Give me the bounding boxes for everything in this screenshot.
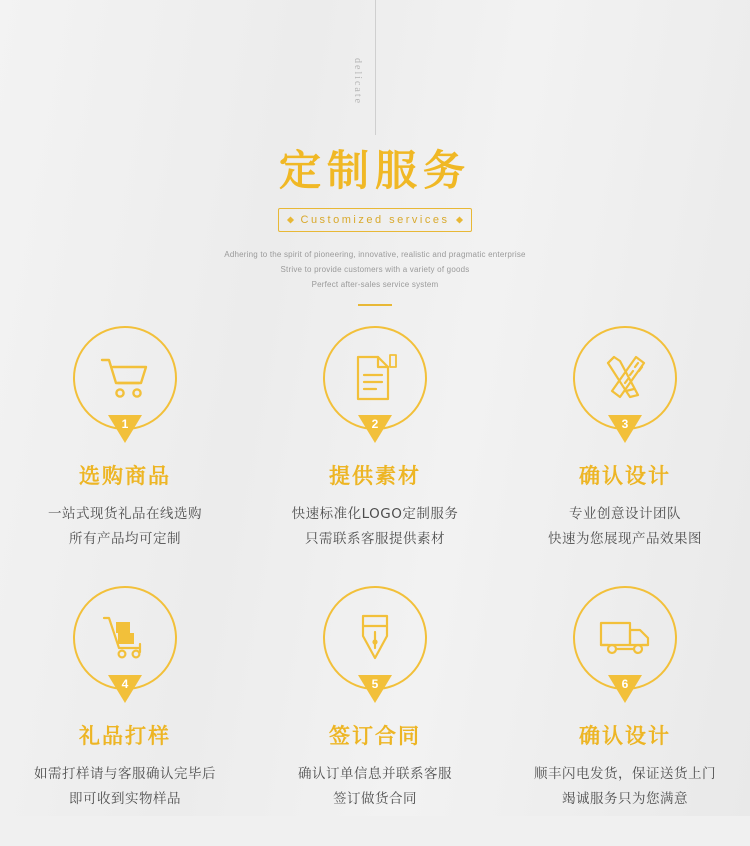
step-4-circle-wrap <box>73 586 177 690</box>
step-1-desc <box>10 502 240 552</box>
step-4-desc <box>10 762 240 812</box>
step-6-desc-line-1: 顺丰闪电发货，保证送货上门 <box>534 766 716 782</box>
header-description-line-3: Perfect after-sales service system <box>311 279 439 289</box>
top-decoration <box>0 0 750 140</box>
step-item-4 <box>10 586 240 846</box>
header-underline <box>358 304 392 306</box>
step-1-number: 1 <box>121 417 129 431</box>
step-3-desc-line-1: 专业创意设计团队 <box>569 506 681 522</box>
document-icon <box>352 353 398 403</box>
step-5-number: 5 <box>371 677 379 691</box>
header-description-line-2: Strive to provide customers with a variety of goods <box>280 264 470 274</box>
header-description-line-1: Adhering to the spirit of pioneering, innovative, realistic and pragmatic enterprise <box>224 250 526 259</box>
step-4-title: 礼品打样 <box>79 724 171 748</box>
step-3-title: 确认设计 <box>579 464 671 488</box>
step-2-title: 提供素材 <box>329 464 421 488</box>
step-5-desc-line-2: 签订做货合同 <box>333 790 417 807</box>
step-3-desc-line-2: 快速为您展现产品效果图 <box>548 530 702 547</box>
step-3-circle-wrap <box>573 326 677 430</box>
step-1-desc-line-2: 所有产品均可定制 <box>69 530 181 547</box>
step-6-desc <box>510 762 740 812</box>
step-1-title: 选购商品 <box>79 464 171 488</box>
step-5-circle-wrap <box>323 586 427 690</box>
delicate-vertical-label: delicate <box>352 58 363 106</box>
step-3-desc <box>510 502 740 552</box>
step-1-circle-wrap <box>73 326 177 430</box>
step-5-title: 签订合同 <box>329 724 421 748</box>
step-3-number: 3 <box>621 417 629 431</box>
step-2-number: 2 <box>371 417 379 431</box>
page-title: 定制服务 <box>278 146 471 195</box>
step-6-number-badge <box>608 675 642 703</box>
step-4-number-badge <box>108 675 142 703</box>
step-item-1 <box>10 326 240 586</box>
step-1-number-badge <box>108 415 142 443</box>
step-item-5 <box>260 586 490 846</box>
step-6-circle-wrap <box>573 586 677 690</box>
delivery-truck-icon <box>598 618 652 658</box>
step-1-desc-line-1: 一站式现货礼品在线选购 <box>48 506 202 522</box>
step-2-circle-wrap <box>323 326 427 430</box>
step-4-desc-line-1: 如需打样请与客服确认完毕后 <box>34 766 216 782</box>
pencil-ruler-icon <box>600 353 650 403</box>
step-2-desc-line-1: 快速标准化LOGO定制服务 <box>291 506 459 522</box>
step-5-desc-line-1: 确认订单信息并联系客服 <box>298 766 452 782</box>
step-2-desc <box>260 502 490 552</box>
vertical-divider-line <box>375 0 376 135</box>
header-block <box>0 146 750 306</box>
step-6-title: 确认设计 <box>579 724 671 748</box>
step-3-number-badge <box>608 415 642 443</box>
step-5-number-badge <box>358 675 392 703</box>
steps-grid <box>0 326 750 846</box>
shopping-cart-icon <box>99 355 151 401</box>
step-4-desc-line-2: 即可收到实物样品 <box>69 790 181 807</box>
step-6-number: 6 <box>621 677 629 691</box>
step-6-desc-line-2: 竭诚服务只为您满意 <box>562 790 688 807</box>
step-2-number-badge <box>358 415 392 443</box>
header-description <box>0 248 750 292</box>
step-item-6 <box>510 586 740 846</box>
step-2-desc-line-2: 只需联系客服提供素材 <box>305 530 445 547</box>
hand-truck-icon <box>100 614 150 662</box>
step-5-desc <box>260 762 490 812</box>
fountain-pen-icon <box>356 612 394 664</box>
step-4-number: 4 <box>121 677 129 691</box>
subtitle-badge: Customized services <box>278 208 473 232</box>
step-item-2 <box>260 326 490 586</box>
step-item-3 <box>510 326 740 586</box>
